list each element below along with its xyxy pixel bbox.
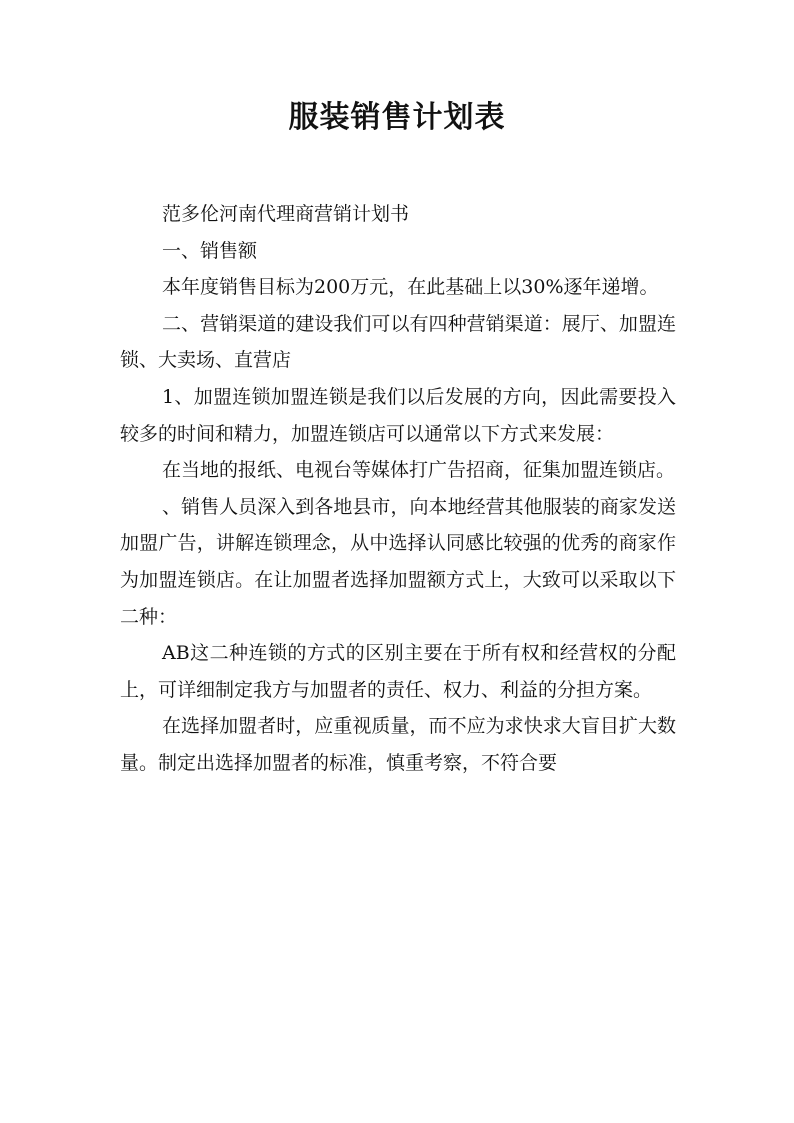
paragraph-sales-staff: 、销售人员深入到各地县市，向本地经营其他服装的商家发送加盟广告，讲解连锁理念，从中选择认同感比较强的优秀的商家作为加盟连锁店。在让加盟者选择加盟额方式上，大致可以采取以下二种：	[120, 495, 676, 628]
paragraph-subtitle: 范多伦河南代理商营销计划书	[162, 203, 410, 225]
paragraph-ownership: AB这二种连锁的方式的区别主要在于所有权和经营权的分配上，可详细制定我方与加盟者的责任、权力、利益的分担方案。	[120, 642, 676, 701]
paragraph-media-ads: 在当地的报纸、电视台等媒体打广告招商，征集加盟连锁店。	[162, 459, 676, 482]
paragraph-selection: 在选择加盟者时，应重视质量，而不应为求快求大盲目扩大数量。制定出选择加盟者的标准，慎重考察，不符合要	[120, 715, 676, 774]
paragraph-section-2-heading: 二、营销渠道的建设我们可以有四种营销渠道：展厅、加盟连锁、大卖场、直营店	[120, 312, 676, 372]
paragraph-franchise-intro: 1、加盟连锁加盟连锁是我们以后发展的方向，因此需要投入较多的时间和精力，加盟连锁店可以通常以下方式来发展：	[120, 385, 676, 445]
document-title: 服装销售计划表	[288, 100, 506, 135]
document-body	[120, 196, 676, 782]
paragraph-section-1-heading: 一、销售额	[162, 239, 258, 262]
paragraph-sales-target: 本年度销售目标为200万元，在此基础上以30%逐年递增。	[162, 276, 659, 299]
